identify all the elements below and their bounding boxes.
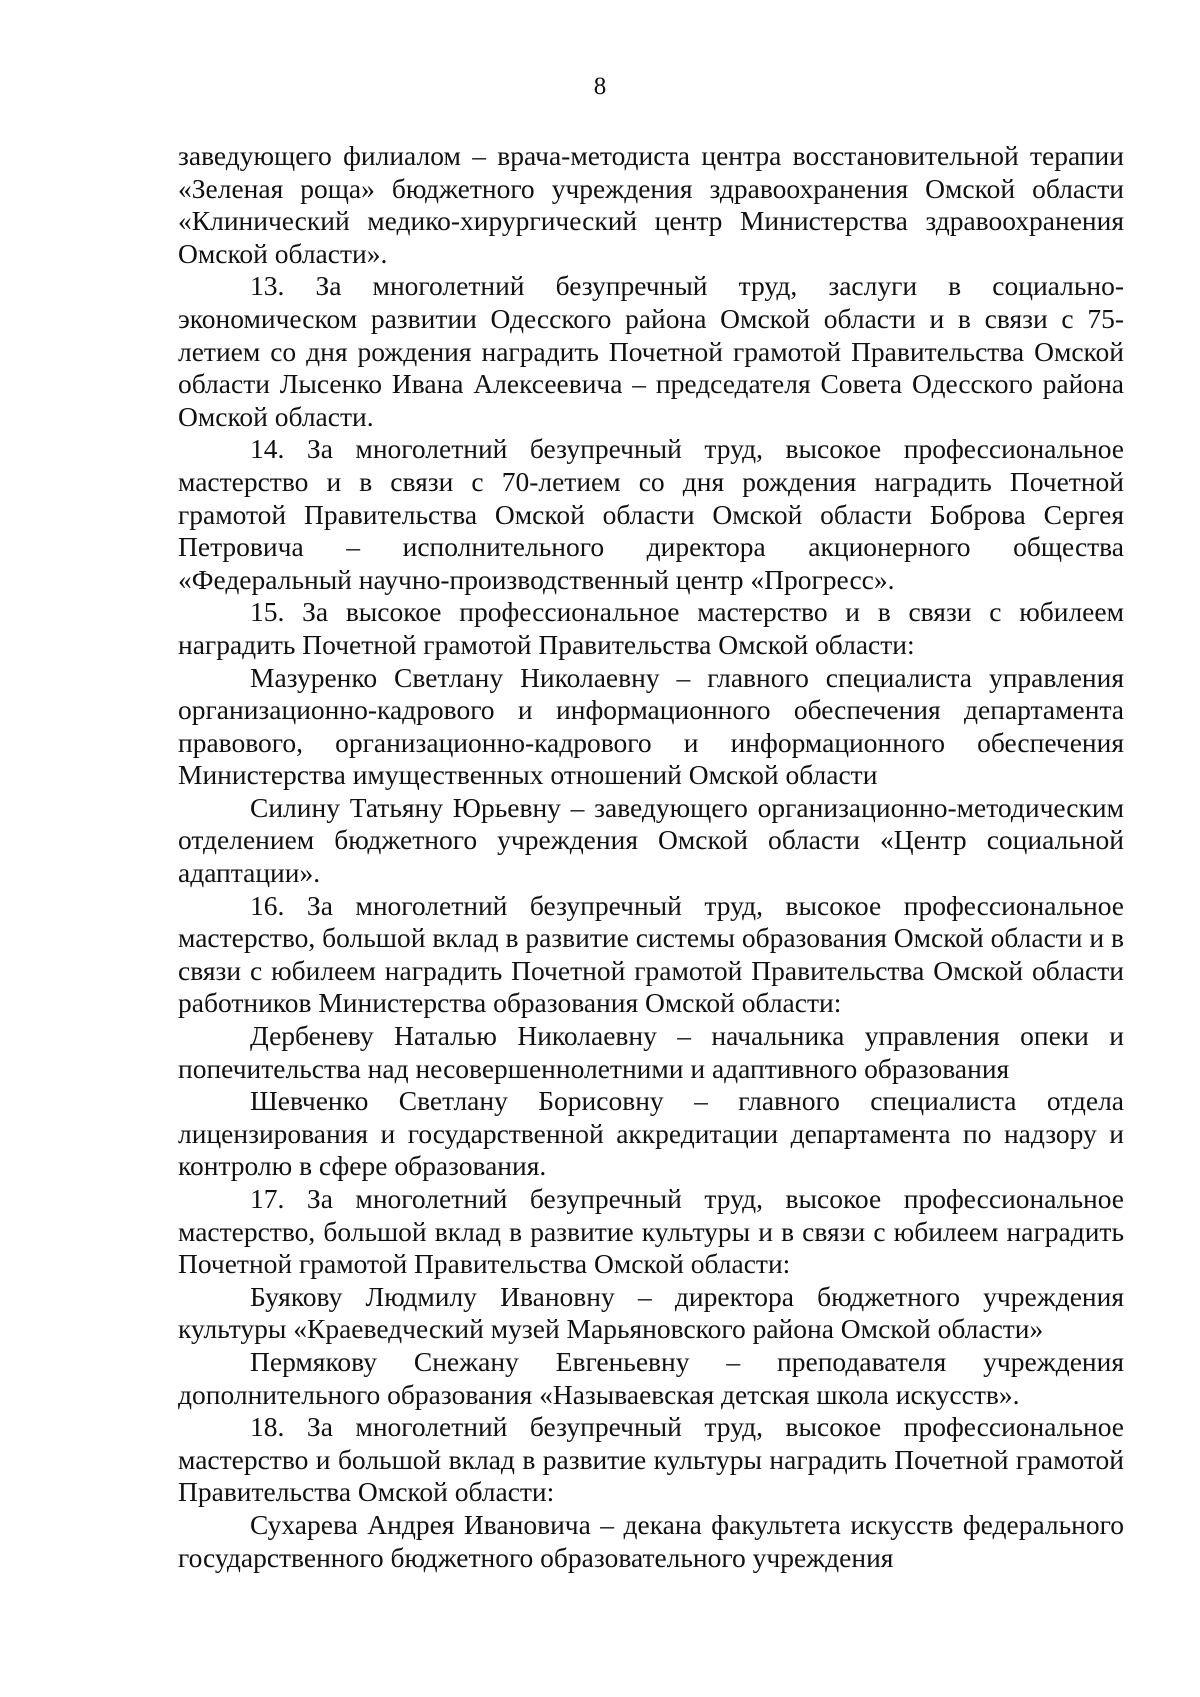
- paragraph-item-15: 15. За высокое профессиональное мастерство и в связи с юбилеем наградить Почетной грамотой Правительства Омской области:: [178, 596, 1124, 660]
- paragraph-item-16: 16. За многолетний безупречный труд, высокое профессиональное мастерство, большой вклад в развитие системы образования Омской области и в связи с юбилеем наградить Почетной грамотой Правительства Омской области работников Министерства образования Омской области:: [178, 889, 1124, 1019]
- paragraph-item-17: 17. За многолетний безупречный труд, высокое профессиональное мастерство, большой вклад в развитие культуры и в связи с юбилеем наградить Почетной грамотой Правительства Омской области:: [178, 1183, 1124, 1280]
- paragraph-awardee-derbeneva: Дербеневу Наталью Николаевну – начальника управления опеки и попечительства над несовершеннолетними и адаптивного образования: [178, 1020, 1124, 1084]
- paragraph-awardee-shevchenko: Шевченко Светлану Борисовну – главного специалиста отдела лицензирования и государственной аккредитации департамента по надзору и контролю в сфере образования.: [178, 1085, 1124, 1182]
- paragraph-continuation: заведующего филиалом – врача-методиста центра восстановительной терапии «Зеленая роща» бюджетного учреждения здравоохранения Омской области «Клинический медико-хирургический центр Министерства здравоохранения Омской области».: [178, 140, 1124, 269]
- paragraph-item-18: 18. За многолетний безупречный труд, высокое профессиональное мастерство и большой вклад в развитие культуры наградить Почетной грамотой Правительства Омской области:: [178, 1411, 1124, 1508]
- page-number: 8: [593, 73, 607, 100]
- paragraph-awardee-sukharev: Сухарева Андрея Ивановича – декана факультета искусств федерального государственного бюджетного образовательного учреждения: [178, 1508, 1124, 1573]
- paragraph-item-13: 13. За многолетний безупречный труд, заслуги в социально-экономическом развитии Одесского района Омской области и в связи с 75-летием со дня рождения наградить Почетной грамотой Правительства Омской области Лысенко Ивана Алексеевича – председателя Совета Одесского района Омской области.: [178, 270, 1124, 432]
- paragraph-awardee-permyakova: Пермякову Снежану Евгеньевну – преподавателя учреждения дополнительного образования «Называевская детская школа искусств».: [178, 1345, 1124, 1410]
- paragraph-awardee-buyakova: Буякову Людмилу Ивановну – директора бюджетного учреждения культуры «Краеведческий музей Марьяновского района Омской области»: [178, 1280, 1124, 1345]
- paragraph-awardee-silina: Силину Татьяну Юрьевну – заведующего организационно-методическим отделением бюджетного учреждения Омской области «Центр социальной адаптации».: [178, 791, 1124, 889]
- paragraph-item-14: 14. За многолетний безупречный труд, высокое профессиональное мастерство и в связи с 70-летием со дня рождения наградить Почетной грамотой Правительства Омской области Омской области Боброва Сергея Петровича – исполнительного директора акционерного общества «Федеральный научно-производственный центр «Прогресс».: [178, 433, 1124, 595]
- paragraph-awardee-mazurenko: Мазуренко Светлану Николаевну – главного специалиста управления организационно-кадрового и информационного обеспечения департамента правового, организационно-кадрового и информационного обеспечения Министерства имущественных отношений Омской области: [178, 661, 1124, 791]
- document-body: [178, 140, 1124, 1574]
